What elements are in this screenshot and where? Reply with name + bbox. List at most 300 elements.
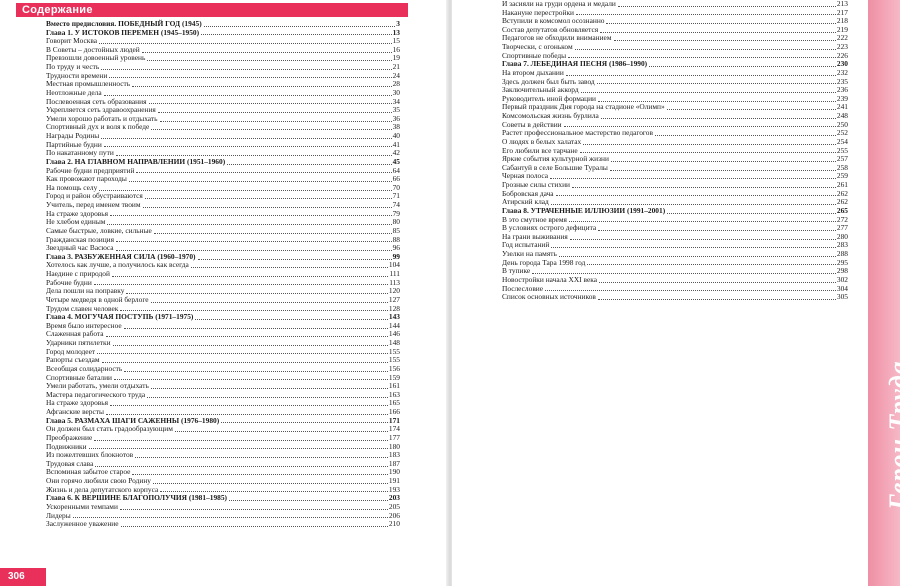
toc-entry-title: Трудовая слава — [46, 458, 94, 468]
toc-dot-leader — [160, 491, 388, 492]
toc-entry-page: 258 — [836, 162, 848, 172]
toc-dot-leader — [600, 32, 836, 33]
toc-list-right — [502, 0, 848, 302]
toc-entry-title: Умели хорошо работать и отдыхать — [46, 113, 158, 123]
toc-entry-page: 99 — [392, 251, 400, 261]
toc-entry-page: 88 — [392, 234, 400, 244]
toc-entry-page: 156 — [388, 363, 400, 373]
toc-dot-leader — [147, 60, 391, 61]
side-strip — [868, 0, 913, 586]
toc-dot-leader — [142, 52, 392, 53]
toc-entry-page: 223 — [836, 42, 848, 52]
toc-dot-leader — [545, 290, 836, 291]
toc-dot-leader — [583, 144, 836, 145]
toc-entry-title: Заслуженное уважение — [46, 519, 119, 529]
toc-entry-page: 302 — [836, 274, 848, 284]
toc-dot-leader — [99, 43, 392, 44]
toc-entry-title: Спортивные победы — [502, 50, 567, 60]
toc-entry — [46, 520, 400, 529]
toc-entry-title: Сабантуй в селе Большие Туралы — [502, 162, 608, 172]
toc-entry-title: Послевоенная сеть образования — [46, 96, 147, 106]
toc-entry-title: День города Тара 1998 год — [502, 257, 586, 267]
toc-entry-page: 191 — [388, 476, 400, 486]
toc-dot-leader — [104, 146, 392, 147]
toc-entry-title: Комсомольская жизнь бурлила — [502, 111, 599, 121]
toc-dot-leader — [568, 57, 836, 58]
toc-dot-leader — [126, 293, 388, 294]
toc-dot-leader — [132, 86, 392, 87]
toc-entry-page: 30 — [392, 87, 400, 97]
toc-dot-leader — [587, 264, 836, 265]
contents-title: Содержание — [22, 4, 93, 16]
contents-header-bar — [16, 3, 408, 17]
toc-dot-leader — [559, 256, 836, 257]
toc-entry-title: Год испытаний — [502, 240, 550, 250]
toc-entry-title: Лидеры — [46, 510, 71, 520]
toc-entry-title: Дела пошли на поправку — [46, 286, 125, 296]
toc-entry-title: На страже здоровья — [46, 398, 109, 408]
toc-entry-page: 206 — [388, 510, 400, 520]
toc-entry-page: 104 — [388, 260, 400, 270]
toc-dot-leader — [116, 250, 392, 251]
toc-entry-page: 235 — [836, 76, 848, 86]
toc-entry-title: Здесь должен был быть завод — [502, 76, 595, 86]
toc-entry-title: Жизнь и дела депутатского корпуса — [46, 484, 159, 494]
toc-dot-leader — [106, 414, 388, 415]
toc-entry-title: Партийные будни — [46, 139, 102, 149]
toc-entry-page: 232 — [836, 67, 848, 77]
toc-entry-title: Время было интересное — [46, 320, 122, 330]
toc-entry — [46, 425, 400, 434]
toc-entry-title: Превзошли довоенный уровень — [46, 53, 146, 63]
toc-entry-page: 219 — [836, 24, 848, 34]
toc-dot-leader — [610, 170, 836, 171]
toc-dot-leader — [147, 397, 388, 398]
toc-entry-title: На втором дыхании — [502, 67, 564, 77]
toc-entry-page: 15 — [392, 36, 400, 46]
toc-dot-leader — [598, 101, 836, 102]
toc-entry-page: 177 — [388, 432, 400, 442]
toc-entry-page: 128 — [388, 303, 400, 313]
toc-entry-page: 180 — [388, 441, 400, 451]
toc-dot-leader — [143, 207, 392, 208]
toc-dot-leader — [551, 204, 836, 205]
toc-entry-page: 74 — [392, 200, 400, 210]
toc-entry-page: 120 — [388, 286, 400, 296]
toc-dot-leader — [601, 118, 836, 119]
toc-dot-leader — [102, 362, 388, 363]
toc-entry-page: 210 — [388, 519, 400, 529]
toc-dot-leader — [89, 448, 388, 449]
page-number-tab — [0, 568, 46, 586]
toc-entry-title: Грозные силы стихии — [502, 180, 570, 190]
toc-entry-page: 16 — [392, 44, 400, 54]
toc-entry-title: Атирский клад — [502, 197, 549, 207]
toc-entry-page: 79 — [392, 208, 400, 218]
toc-entry-title: Из пожелтевших блокнотов — [46, 450, 134, 460]
toc-dot-leader — [120, 509, 388, 510]
toc-entry-title: По накатанному пути — [46, 148, 114, 158]
toc-entry-page: 283 — [836, 240, 848, 250]
toc-dot-leader — [94, 284, 388, 285]
toc-dot-leader — [158, 112, 392, 113]
toc-dot-leader — [113, 345, 388, 346]
toc-entry-title: Преображение — [46, 432, 93, 442]
toc-dot-leader — [160, 121, 392, 122]
toc-entry-page: 161 — [388, 381, 400, 391]
toc-dot-leader — [112, 276, 389, 277]
toc-entry-page: 272 — [836, 214, 848, 224]
toc-dot-leader — [598, 230, 836, 231]
toc-dot-leader — [94, 440, 388, 441]
toc-entry-page: 155 — [388, 346, 400, 356]
toc-entry-title: Растет профессиональное мастерство педагогов — [502, 128, 653, 138]
toc-dot-leader — [109, 77, 391, 78]
toc-entry-title: Ускоренными темпами — [46, 501, 118, 511]
toc-entry-title: Местная промышленность — [46, 79, 131, 89]
toc-dot-leader — [551, 247, 836, 248]
toc-entry-title: Они горячо любили свою Родину — [46, 476, 151, 486]
toc-entry-title: Всеобщая солидарность — [46, 363, 123, 373]
toc-dot-leader — [104, 95, 392, 96]
toc-entry — [46, 124, 400, 133]
toc-dot-leader — [575, 49, 836, 50]
toc-dot-leader — [129, 181, 392, 182]
toc-entry-title: Состав депутатов обновляется — [502, 24, 599, 34]
toc-entry-page: 66 — [392, 174, 400, 184]
toc-entry-page: 148 — [388, 338, 400, 348]
toc-entry-page: 3 — [396, 18, 400, 28]
toc-dot-leader — [556, 195, 836, 196]
toc-entry-title: Яркие события культурной жизни — [502, 154, 609, 164]
toc-entry-title: На помощь селу — [46, 182, 98, 192]
toc-dot-leader — [124, 371, 388, 372]
toc-entry-page: 203 — [388, 493, 400, 503]
toc-entry-title: Он должен был стать градообразующим — [46, 424, 173, 434]
toc-entry — [502, 259, 848, 268]
toc-entry-page: 213 — [836, 0, 848, 8]
toc-dot-leader — [110, 405, 388, 406]
toc-entry-title: В Советы – достойных людей — [46, 44, 140, 54]
toc-entry-page: 304 — [836, 283, 848, 293]
toc-entry-title: Вступили в комсомол осознанно — [502, 16, 605, 26]
toc-entry-title: Учитель, перед именем твоим — [46, 200, 141, 210]
toc-dot-leader — [618, 6, 836, 7]
toc-chapter-entry — [46, 29, 400, 38]
toc-entry-page: 236 — [836, 85, 848, 95]
toc-entry-page: 239 — [836, 93, 848, 103]
toc-dot-leader — [116, 155, 392, 156]
toc-entry — [46, 175, 400, 184]
toc-dot-leader — [198, 259, 392, 260]
toc-entry-title: Говорит Москва — [46, 36, 97, 46]
toc-entry-title: По труду и честь — [46, 62, 100, 72]
toc-entry-page: 222 — [836, 33, 848, 43]
toc-dot-leader — [564, 126, 836, 127]
toc-entry-title: Черная полоса — [502, 171, 549, 181]
toc-entry-title: В это смутное время — [502, 214, 567, 224]
toc-entry-title: Не хлебом единым — [46, 217, 106, 227]
page-number: 306 — [8, 571, 25, 582]
toc-dot-leader — [97, 353, 388, 354]
toc-entry-page: 295 — [836, 257, 848, 267]
toc-dot-leader — [229, 500, 388, 501]
toc-entry-page: 163 — [388, 389, 400, 399]
toc-entry — [502, 293, 848, 302]
toc-dot-leader — [581, 92, 836, 93]
toc-entry-page: 187 — [388, 458, 400, 468]
toc-entry-title: Трудности времени — [46, 70, 108, 80]
book-title-vertical: Герои Труда — [884, 360, 913, 510]
toc-entry-page: 19 — [392, 53, 400, 63]
toc-entry-title: В условиях острого дефицита — [502, 223, 597, 233]
toc-entry-title: Город молодеет — [46, 346, 96, 356]
toc-entry-page: 40 — [392, 131, 400, 141]
toc-dot-leader — [136, 172, 391, 173]
toc-entry-title: Гражданская позиция — [46, 234, 115, 244]
toc-entry-page: 262 — [836, 188, 848, 198]
toc-entry — [46, 339, 400, 348]
toc-dot-leader — [107, 224, 391, 225]
toc-dot-leader — [154, 233, 392, 234]
toc-entry-title: Рапорты съездам — [46, 355, 100, 365]
toc-dot-leader — [132, 474, 387, 475]
toc-entry-title: Новостройки начала XXI века — [502, 274, 597, 284]
toc-entry-title: Наедине с природой — [46, 269, 110, 279]
toc-entry-title: Вместо предисловия. ПОБЕДНЫЙ ГОД (1945) — [46, 18, 202, 28]
toc-entry-title: Глава 4. МОГУЧАЯ ПОСТУПЬ (1971–1975) — [46, 312, 194, 322]
toc-entry — [46, 503, 400, 512]
toc-entry-title: Рабочие будни предприятий — [46, 165, 135, 175]
toc-entry-page: 241 — [836, 102, 848, 112]
toc-entry-page: 41 — [392, 139, 400, 149]
toc-entry — [502, 190, 848, 199]
toc-entry-page: 13 — [392, 27, 400, 37]
toc-entry-page: 183 — [388, 450, 400, 460]
toc-dot-leader — [101, 138, 391, 139]
toc-entry-page: 24 — [392, 70, 400, 80]
toc-entry-title: Слаженная работа — [46, 329, 104, 339]
toc-entry-title: И засияли на груди ордена и медали — [502, 0, 616, 8]
toc-dot-leader — [73, 517, 388, 518]
toc-entry-page: 288 — [836, 249, 848, 259]
toc-entry-page: 127 — [388, 294, 400, 304]
toc-entry-page: 259 — [836, 171, 848, 181]
toc-entry-page: 248 — [836, 111, 848, 121]
toc-entry — [502, 164, 848, 173]
toc-dot-leader — [145, 198, 392, 199]
toc-dot-leader — [99, 190, 391, 191]
toc-entry-title: Глава 6. К ВЕРШИНЕ БЛАГОПОЛУЧИЯ (1981–1985) — [46, 493, 228, 503]
toc-dot-leader — [175, 431, 388, 432]
toc-dot-leader — [120, 310, 388, 311]
toc-entry-page: 190 — [388, 467, 400, 477]
toc-entry-page: 205 — [388, 501, 400, 511]
toc-entry-title: Хотелось как лучше, а получилось как всегда — [46, 260, 189, 270]
toc-entry-title: О людях в белых халатах — [502, 136, 582, 146]
toc-entry — [46, 55, 400, 64]
toc-dot-leader — [153, 483, 388, 484]
toc-entry-page: 36 — [392, 113, 400, 123]
toc-entry-page: 64 — [392, 165, 400, 175]
toc-entry-page: 28 — [392, 79, 400, 89]
toc-dot-leader — [191, 267, 388, 268]
toc-entry-page: 277 — [836, 223, 848, 233]
toc-dot-leader — [121, 526, 388, 527]
toc-entry-title: Глава 2. НА ГЛАВНОМ НАПРАВЛЕНИИ (1951–1960) — [46, 156, 226, 166]
toc-entry-page: 226 — [836, 50, 848, 60]
toc-entry-page: 34 — [392, 96, 400, 106]
toc-dot-leader — [201, 34, 392, 35]
toc-entry-title: Советы в действии — [502, 119, 562, 129]
toc-entry-title: Глава 7. ЛЕБЕДИНАЯ ПЕСНЯ (1986–1990) — [502, 59, 648, 69]
toc-entry-page: 70 — [392, 182, 400, 192]
toc-dot-leader — [606, 23, 835, 24]
toc-entry-page: 218 — [836, 16, 848, 26]
toc-dot-leader — [95, 466, 388, 467]
toc-entry-page: 96 — [392, 243, 400, 253]
toc-entry-title: Самые быстрые, ловкие, сильные — [46, 225, 152, 235]
toc-entry-title: Рабочие будни — [46, 277, 92, 287]
toc-entry-page: 230 — [836, 59, 848, 69]
toc-dot-leader — [598, 299, 836, 300]
toc-entry-title: Глава 1. У ИСТОКОВ ПЕРЕМЕН (1945–1950) — [46, 27, 200, 37]
toc-entry — [502, 233, 848, 242]
toc-entry-title: Как провожают пароходы — [46, 174, 127, 184]
toc-entry-page: 166 — [388, 407, 400, 417]
toc-dot-leader — [151, 302, 388, 303]
toc-dot-leader — [204, 26, 396, 27]
toc-entry-title: Глава 3. РАЗБУЖЕННАЯ СИЛА (1960–1970) — [46, 251, 196, 261]
toc-entry-page: 262 — [836, 197, 848, 207]
toc-entry-title: Ударники пятилетки — [46, 338, 111, 348]
toc-entry-page: 146 — [388, 329, 400, 339]
toc-dot-leader — [614, 40, 836, 41]
toc-dot-leader — [101, 69, 391, 70]
toc-entry-title: Накануне перестройки — [502, 7, 574, 17]
toc-entry-title: Спортивные баталии — [46, 372, 113, 382]
toc-entry-page: 305 — [836, 292, 848, 302]
toc-entry-page: 80 — [392, 217, 400, 227]
toc-entry-title: Звездный час Васюса — [46, 243, 114, 253]
toc-entry-title: Первый праздник Дня города на стадионе «Олимп» — [502, 102, 665, 112]
toc-entry-title: Спортивный дух и воля к победе — [46, 122, 150, 132]
toc-dot-leader — [221, 422, 388, 423]
toc-entry-page: 42 — [392, 148, 400, 158]
toc-entry-page: 171 — [388, 415, 400, 425]
toc-dot-leader — [106, 336, 388, 337]
toc-dot-leader — [195, 319, 388, 320]
toc-dot-leader — [597, 83, 836, 84]
toc-entry-title: Творчески, с огоньком — [502, 42, 573, 52]
toc-entry — [46, 270, 400, 279]
toc-dot-leader — [572, 187, 836, 188]
toc-entry-title: Афганские версты — [46, 407, 104, 417]
toc-dot-leader — [532, 273, 836, 274]
toc-entry-page: 165 — [388, 398, 400, 408]
toc-entry-page: 193 — [388, 484, 400, 494]
toc-entry-page: 280 — [836, 231, 848, 241]
toc-dot-leader — [611, 161, 836, 162]
toc-entry-title: Трудом славен человек — [46, 303, 119, 313]
toc-dot-leader — [667, 213, 836, 214]
toc-entry-title: Бобровская дача — [502, 188, 554, 198]
toc-dot-leader — [570, 239, 836, 240]
toc-entry-title: Умели работать, умели отдыхать — [46, 381, 149, 391]
toc-entry-title: Глава 5. РАЗМАХА ШАГИ САЖЕННЫ (1976–1980) — [46, 415, 220, 425]
toc-entry-title: Укрепляется сеть здравоохранения — [46, 105, 156, 115]
toc-entry-title: Его любили все тарчане — [502, 145, 578, 155]
toc-entry-page: 255 — [836, 145, 848, 155]
toc-dot-leader — [569, 221, 836, 222]
toc-entry-page: 298 — [836, 266, 848, 276]
toc-entry-title: Подвижники — [46, 441, 87, 451]
toc-dot-leader — [667, 109, 836, 110]
toc-entry-page: 174 — [388, 424, 400, 434]
toc-entry-title: Послесловие — [502, 283, 544, 293]
toc-entry-page: 45 — [392, 156, 400, 166]
toc-dot-leader — [151, 129, 391, 130]
toc-dot-leader — [227, 164, 391, 165]
toc-entry-title: Мастера педагогического труда — [46, 389, 146, 399]
toc-entry-page: 21 — [392, 62, 400, 72]
toc-entry-page: 217 — [836, 7, 848, 17]
toc-entry-title: Вспоминая забытое старое — [46, 467, 131, 477]
left-page — [0, 0, 448, 586]
toc-dot-leader — [649, 66, 836, 67]
toc-entry-title: Четыре медведя в одной берлоге — [46, 294, 149, 304]
toc-entry-title: Неотложные дела — [46, 87, 102, 97]
toc-dot-leader — [116, 241, 392, 242]
toc-dot-leader — [151, 388, 388, 389]
toc-entry-page: 143 — [388, 312, 400, 322]
toc-entry — [46, 451, 400, 460]
toc-entry — [502, 276, 848, 285]
toc-entry-page: 38 — [392, 122, 400, 132]
toc-entry-title: На страже здоровья — [46, 208, 109, 218]
toc-entry-page: 254 — [836, 136, 848, 146]
toc-entry-title: В тупике — [502, 266, 531, 276]
toc-entry-page: 261 — [836, 180, 848, 190]
toc-dot-leader — [655, 135, 836, 136]
toc-entry-page: 155 — [388, 355, 400, 365]
toc-entry-title: Список основных источников — [502, 292, 596, 302]
toc-entry-page: 159 — [388, 372, 400, 382]
toc-entry-title: На грани выживания — [502, 231, 568, 241]
toc-entry-page: 113 — [389, 277, 400, 287]
toc-entry-title: Город и район обустраиваются — [46, 191, 143, 201]
toc-entry-title: Узелки на память — [502, 249, 557, 259]
toc-entry-page: 85 — [392, 225, 400, 235]
toc-entry-title: Педагогов не обходили вниманием — [502, 33, 612, 43]
toc-dot-leader — [149, 103, 392, 104]
toc-list-left — [46, 20, 400, 529]
toc-entry-page: 144 — [388, 320, 400, 330]
toc-entry-page: 250 — [836, 119, 848, 129]
toc-entry-page: 265 — [836, 205, 848, 215]
toc-entry-title: Награды Родины — [46, 131, 100, 141]
toc-dot-leader — [124, 328, 388, 329]
toc-entry-page: 257 — [836, 154, 848, 164]
toc-entry — [46, 434, 400, 443]
toc-entry-page: 111 — [389, 269, 400, 279]
toc-entry-page: 35 — [392, 105, 400, 115]
toc-entry-page: 252 — [836, 128, 848, 138]
toc-entry-title: Руководитель иной формации — [502, 93, 597, 103]
toc-dot-leader — [135, 457, 388, 458]
toc-dot-leader — [599, 282, 836, 283]
toc-dot-leader — [550, 178, 836, 179]
